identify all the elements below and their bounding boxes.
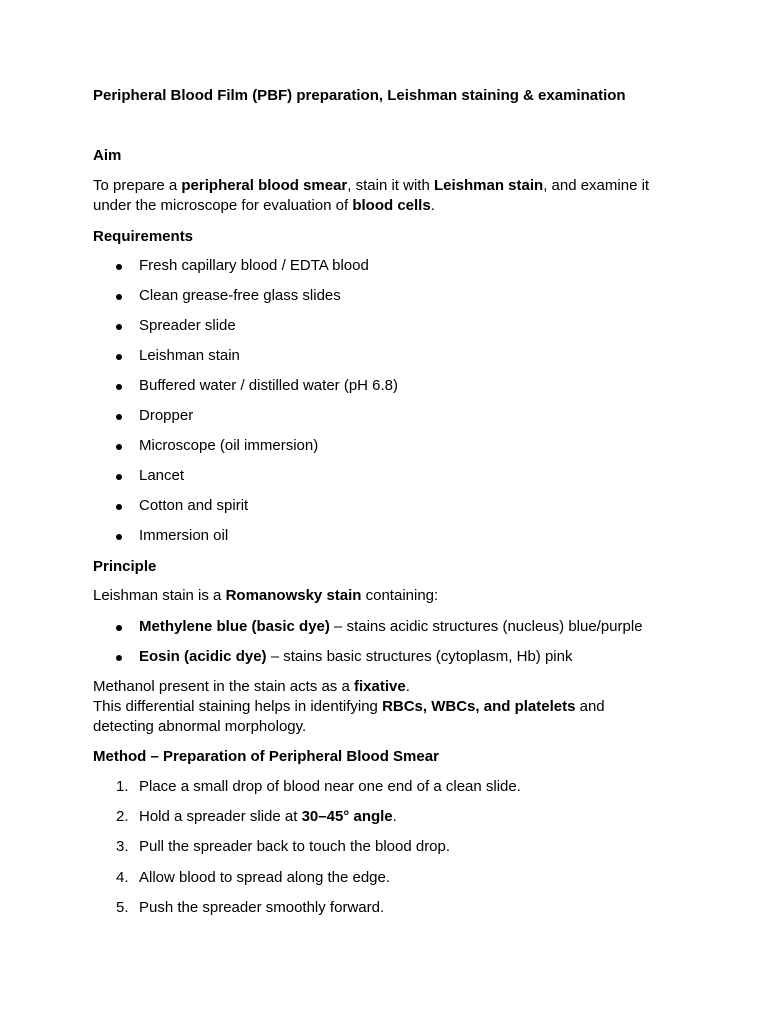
step-text: Place a small drop of blood near one end of a clean slide. — [139, 778, 521, 795]
differential-line-2: detecting abnormal morphology. — [93, 718, 307, 735]
differential-line-1 — [93, 697, 605, 717]
bullet-icon — [116, 384, 122, 390]
aim-heading: Aim — [93, 147, 122, 164]
requirement-item: Dropper — [139, 407, 194, 424]
requirement-item: Leishman stain — [139, 347, 240, 364]
step-number: 2. — [116, 808, 129, 825]
requirement-item: Spreader slide — [139, 317, 236, 334]
step-text: Allow blood to spread along the edge. — [139, 869, 391, 886]
aim-bold-term: peripheral blood smear — [181, 177, 348, 194]
step-number: 1. — [116, 778, 129, 795]
dye-name: Methylene blue (basic dye) — [139, 618, 330, 635]
bullet-icon — [116, 354, 122, 360]
step-text: Hold a spreader slide at — [139, 808, 302, 825]
aim-text-segment: , and examine it — [543, 177, 650, 194]
bullet-icon — [116, 474, 122, 480]
step-number: 5. — [116, 899, 129, 916]
aim-bold-term: Leishman stain — [433, 177, 544, 194]
requirement-item: Cotton and spirit — [139, 497, 249, 514]
principle-heading: Principle — [93, 558, 157, 575]
requirement-item: Immersion oil — [139, 527, 229, 544]
requirement-item: Lancet — [139, 467, 185, 484]
method-step — [139, 807, 397, 827]
principle-text-segment: . — [405, 678, 410, 695]
principle-text-segment: Methanol present in the stain acts as a — [93, 678, 354, 695]
principle-text-segment: containing: — [361, 587, 439, 604]
document-title: Peripheral Blood Film (PBF) preparation, Leishman staining & examination — [93, 87, 626, 104]
requirement-item: Microscope (oil immersion) — [139, 437, 319, 454]
bullet-icon — [116, 264, 122, 270]
bullet-icon — [116, 625, 122, 631]
requirement-item: Clean grease-free glass slides — [139, 287, 341, 304]
principle-text-segment: and — [575, 698, 605, 715]
requirement-item: Fresh capillary blood / EDTA blood — [139, 257, 369, 274]
step-text: Pull the spreader back to touch the blood drop. — [139, 838, 451, 855]
aim-text-segment: To prepare a — [93, 177, 182, 194]
principle-bold-term: Romanowsky stain — [225, 587, 362, 604]
principle-text-segment: This differential staining helps in identifying — [93, 698, 383, 715]
requirements-heading: Requirements — [93, 228, 194, 245]
bullet-icon — [116, 534, 122, 540]
method-step — [139, 837, 450, 857]
dye-item-methylene-blue — [139, 617, 643, 637]
method-step — [139, 898, 384, 918]
aim-text-segment: under the microscope for evaluation of — [93, 197, 353, 214]
principle-bold-term: RBCs, WBCs, and platelets — [382, 698, 576, 715]
aim-bold-term: blood cells — [352, 197, 431, 214]
step-number: 3. — [116, 838, 129, 855]
fixative-line — [93, 677, 410, 697]
method-heading: Method – Preparation of Peripheral Blood Smear — [93, 748, 439, 765]
aim-text-line-2 — [93, 196, 435, 216]
principle-bold-term: fixative — [353, 678, 406, 695]
method-step — [139, 868, 390, 888]
dye-item-eosin — [139, 647, 573, 667]
bullet-icon — [116, 655, 122, 661]
bullet-icon — [116, 294, 122, 300]
dye-description: – stains basic structures (cytoplasm, Hb) pink — [266, 648, 573, 665]
method-step — [139, 777, 521, 797]
dye-description: – stains acidic structures (nucleus) blue/purple — [329, 618, 643, 635]
step-bold-term: 30–45° angle — [301, 808, 393, 825]
requirement-item: Buffered water / distilled water (pH 6.8) — [139, 377, 399, 394]
principle-text-segment: Leishman stain is a — [93, 587, 226, 604]
step-text: Push the spreader smoothly forward. — [139, 899, 385, 916]
aim-text-line-1 — [93, 176, 649, 196]
dye-name: Eosin (acidic dye) — [139, 648, 267, 665]
step-number: 4. — [116, 869, 129, 886]
bullet-icon — [116, 504, 122, 510]
aim-text-segment: . — [430, 197, 435, 214]
principle-intro — [93, 586, 438, 606]
bullet-icon — [116, 414, 122, 420]
step-text: . — [392, 808, 397, 825]
aim-text-segment: , stain it with — [347, 177, 434, 194]
bullet-icon — [116, 324, 122, 330]
bullet-icon — [116, 444, 122, 450]
